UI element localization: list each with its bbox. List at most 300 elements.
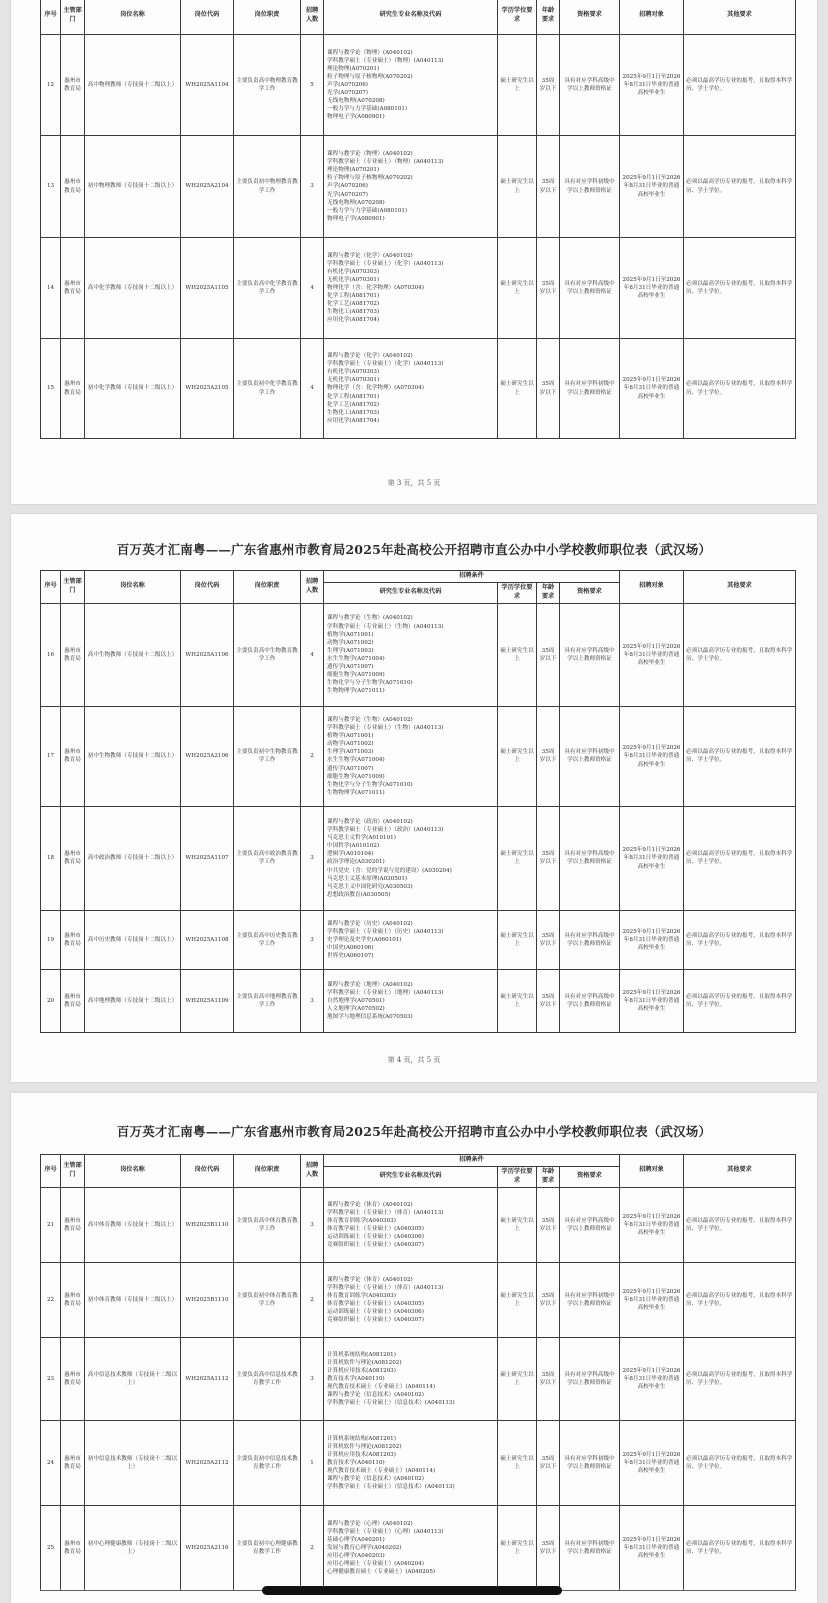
cell-age: 35周岁以下 — [537, 1337, 560, 1420]
cell-dept: 惠州市教育局 — [61, 603, 85, 706]
cell-position: 高中政治教师（专技岗十二级以上） — [85, 806, 181, 910]
header-conditions: 招聘条件 — [324, 1155, 620, 1167]
major-item: 一般力学与力学基础(A080101) — [327, 207, 408, 214]
header-other: 其他要求 — [684, 571, 796, 604]
cell-seq: 16 — [41, 603, 61, 706]
cell-position: 初中心理健康教师（专技岗十二级以上） — [85, 1505, 181, 1590]
cell-qual: 具有对应学科初级中学以上教师资格证 — [560, 339, 620, 439]
major-item: 学科教学硕士（专业硕士）（化学）(A040113) — [327, 260, 444, 267]
cell-majors — [324, 1420, 498, 1505]
cell-code: WH2025A2116 — [181, 1505, 234, 1590]
header-dept: 主管部门 — [61, 1155, 85, 1188]
header-code: 岗位代码 — [181, 1155, 234, 1188]
major-item: 课程与教学论（生物）(A040102) — [327, 615, 413, 622]
major-item: 计算机软件与理论(A081202) — [327, 1443, 402, 1450]
cell-seq: 14 — [41, 238, 61, 339]
cell-target: 2025年9月1日至2026年8月31日毕业的普通高校毕业生 — [620, 238, 684, 339]
table-row — [41, 1187, 796, 1262]
major-item: 理论物理(A070201) — [327, 65, 380, 72]
cell-seq: 24 — [41, 1420, 61, 1505]
major-item: 马克思主义基本原理(A030501) — [327, 875, 408, 882]
cell-age: 35周岁以下 — [537, 706, 560, 806]
cell-other: 必须以最高学历专业的报考，且取得本科学历、学士学位。 — [684, 136, 796, 238]
cell-other: 必须以最高学历专业的报考，且取得本科学历、学士学位。 — [684, 339, 796, 439]
header-age: 年龄要求 — [537, 1167, 560, 1188]
cell-count: 3 — [301, 1187, 324, 1262]
cell-target: 2025年9月1日至2026年8月31日毕业的普通高校毕业生 — [620, 35, 684, 136]
major-item: 课程与教学论（信息技术）(A040102) — [327, 1476, 424, 1483]
cell-degree: 硕士研究生以上 — [498, 1187, 537, 1262]
cell-other: 必须以最高学历专业的报考，且取得本科学历、学士学位。 — [684, 1505, 796, 1590]
header-conditions: 招聘条件 — [324, 571, 620, 583]
major-item: 政治学理论(A030201) — [327, 859, 385, 866]
cell-seq: 20 — [41, 969, 61, 1032]
cell-degree: 硕士研究生以上 — [498, 339, 537, 439]
major-item: 课程与教学论（政治）(A040102) — [327, 818, 413, 825]
major-item: 生物化工(A081703) — [327, 409, 380, 416]
cell-degree: 硕士研究生以上 — [498, 1420, 537, 1505]
major-item: 课程与教学论（化学）(A040102) — [327, 252, 413, 259]
cell-duty: 主要负责初中生物教育教学工作 — [234, 706, 301, 806]
cell-majors — [324, 35, 498, 136]
cell-position: 高中地理教师（专技岗十二级以上） — [85, 969, 181, 1032]
major-item: 计算机应用技术(A081203) — [327, 1367, 396, 1374]
major-item: 植物学(A071001) — [327, 733, 374, 740]
major-item: 无机化学(A070301) — [327, 377, 380, 384]
header-qual: 资格要求 — [560, 0, 620, 35]
major-item: 物理电子学(A080901) — [327, 114, 385, 121]
major-item: 应用心理学(A040203) — [327, 1553, 385, 1560]
cell-code: WH2025A1112 — [181, 1337, 234, 1420]
table-row — [41, 238, 796, 339]
cell-degree: 硕士研究生以上 — [498, 238, 537, 339]
page-footer: 第 3 页，共 5 页 — [387, 479, 441, 487]
major-item: 应用心理硕士（专业硕士）(A040204) — [327, 1561, 424, 1568]
header-qual: 资格要求 — [560, 1167, 620, 1188]
major-item: 学科教学硕士（专业硕士）（生物）(A040113) — [327, 725, 444, 732]
table-row — [41, 1337, 796, 1420]
cell-position: 初中化学教师（专技岗十二级以上） — [85, 339, 181, 439]
major-item: 无线电物理(A070208) — [327, 199, 385, 206]
major-item: 光学(A070207) — [327, 90, 368, 97]
cell-age: 35周岁以下 — [537, 969, 560, 1032]
major-item: 计算机软件与理论(A081202) — [327, 1359, 402, 1366]
cell-count: 5 — [301, 35, 324, 136]
major-item: 学科教学硕士（专业硕士）（物理）(A040113) — [327, 57, 444, 64]
cell-majors — [324, 706, 498, 806]
cell-other: 必须以最高学历专业的报考，且取得本科学历、学士学位。 — [684, 910, 796, 969]
major-item: 中共党史（含：党的学说与党的建设）(A030204) — [327, 867, 452, 874]
cell-duty: 主要负责初中体育教育教学工作 — [234, 1262, 301, 1337]
major-item: 生物物理学(A071011) — [327, 688, 385, 695]
cell-majors — [324, 1262, 498, 1337]
header-seq: 序号 — [41, 571, 61, 604]
positions-table — [40, 570, 796, 1033]
cell-other: 必须以最高学历专业的报考，且取得本科学历、学士学位。 — [684, 969, 796, 1032]
cell-position: 高中生物教师（专技岗十二级以上） — [85, 603, 181, 706]
cell-majors — [324, 1337, 498, 1420]
major-item: 化学工程(A081701) — [327, 393, 380, 400]
major-item: 体育教育训练学(A040303) — [327, 1217, 396, 1224]
major-item: 课程与教学论（心理）(A040102) — [327, 1520, 413, 1527]
major-item: 人文地理学(A070502) — [327, 1006, 385, 1013]
major-item: 化学工艺(A081702) — [327, 301, 380, 308]
cell-seq: 23 — [41, 1337, 61, 1420]
major-item: 细胞生物学(A071009) — [327, 672, 385, 679]
major-item: 逻辑学(A010104) — [327, 851, 374, 858]
major-item: 课程与教学论（体育）(A040102) — [327, 1276, 413, 1283]
cell-code: WH2025A2112 — [181, 1420, 234, 1505]
major-item: 课程与教学论（生物）(A040102) — [327, 716, 413, 723]
header-target: 招聘对象 — [620, 571, 684, 604]
cell-position: 高中体育教师（专技岗十二级以上） — [85, 1187, 181, 1262]
cell-majors — [324, 1505, 498, 1590]
cell-count: 2 — [301, 1505, 324, 1590]
cell-seq: 18 — [41, 806, 61, 910]
cell-position: 高中信息技术教师（专技岗十二级以上） — [85, 1337, 181, 1420]
cell-duty: 主要负责高中政治教育教学工作 — [234, 806, 301, 910]
major-item: 学科教学硕士（专业硕士）（历史）(A040113) — [327, 928, 444, 935]
header-seq: 序号 — [41, 0, 61, 35]
cell-count: 2 — [301, 706, 324, 806]
cell-code: WH2025A1109 — [181, 969, 234, 1032]
major-item: 生物化工(A081703) — [327, 309, 380, 316]
header-target: 招聘对象 — [620, 0, 684, 35]
cell-target: 2025年9月1日至2026年8月31日毕业的普通高校毕业生 — [620, 603, 684, 706]
major-item: 细胞生物学(A071009) — [327, 773, 385, 780]
cell-seq: 13 — [41, 136, 61, 238]
cell-target: 2025年9月1日至2026年8月31日毕业的普通高校毕业生 — [620, 1187, 684, 1262]
cell-target: 2025年9月1日至2026年8月31日毕业的普通高校毕业生 — [620, 136, 684, 238]
cell-code: WH2025A1107 — [181, 806, 234, 910]
cell-count: 3 — [301, 969, 324, 1032]
cell-seq: 22 — [41, 1262, 61, 1337]
header-duty: 岗位职责 — [234, 1155, 301, 1188]
header-count: 招聘人数 — [301, 0, 324, 35]
document-title: 百万英才汇南粤——广东省惠州市教育局2025年赴高校公开招聘市直公办中小学校教师职位表（武汉场） — [116, 542, 712, 557]
major-item: 马克思主义哲学(A010101) — [327, 835, 396, 842]
major-item: 中国哲学(A010102) — [327, 843, 380, 850]
cell-degree: 硕士研究生以上 — [498, 806, 537, 910]
cell-other: 必须以最高学历专业的报考，且取得本科学历、学士学位。 — [684, 1262, 796, 1337]
cell-duty: 主要负责高中化学教育教学工作 — [234, 238, 301, 339]
major-item: 计算机应用技术(A081203) — [327, 1451, 396, 1458]
major-item: 生理学(A071003) — [327, 749, 374, 756]
cell-duty: 主要负责高中生物教育教学工作 — [234, 603, 301, 706]
major-item: 粒子物理与原子核物理(A070202) — [327, 175, 413, 182]
cell-degree: 硕士研究生以上 — [498, 969, 537, 1032]
cell-qual: 具有对应学科高级中学以上教师资格证 — [560, 35, 620, 136]
cell-code: WH2025B1110 — [181, 1187, 234, 1262]
cell-degree: 硕士研究生以上 — [498, 910, 537, 969]
major-item: 粒子物理与原子核物理(A070202) — [327, 73, 413, 80]
cell-dept: 惠州市教育局 — [61, 969, 85, 1032]
header-other: 其他要求 — [684, 0, 796, 35]
cell-dept: 惠州市教育局 — [61, 1262, 85, 1337]
cell-majors — [324, 339, 498, 439]
major-item: 体育教育训练学(A040303) — [327, 1292, 396, 1299]
cell-other: 必须以最高学历专业的报考，且取得本科学历、学士学位。 — [684, 706, 796, 806]
cell-code: WH2025A1104 — [181, 35, 234, 136]
cell-qual: 具有对应学科高级中学以上教师资格证 — [560, 603, 620, 706]
cell-age: 35周岁以下 — [537, 603, 560, 706]
major-item: 史学理论及史学史(A060101) — [327, 936, 402, 943]
major-item: 体育教学硕士（专业硕士）(A040305) — [327, 1300, 424, 1307]
header-age: 年龄要求 — [537, 583, 560, 604]
header-code: 岗位代码 — [181, 571, 234, 604]
cell-other: 必须以最高学历专业的报考，且取得本科学历、学士学位。 — [684, 1420, 796, 1505]
major-item: 水生生物学(A071004) — [327, 655, 385, 662]
major-item: 应用化学(A081704) — [327, 317, 380, 324]
cell-position: 初中信息技术教师（专技岗十二级以上） — [85, 1420, 181, 1505]
major-item: 生物化学与分子生物学(A071010) — [327, 680, 413, 687]
cell-count: 3 — [301, 910, 324, 969]
major-item: 动物学(A071002) — [327, 639, 374, 646]
cell-dept: 惠州市教育局 — [61, 35, 85, 136]
cell-dept: 惠州市教育局 — [61, 1420, 85, 1505]
document-page-5 — [11, 1093, 817, 1603]
header-degree: 学历学位要求 — [498, 0, 537, 35]
major-item: 基础心理学(A040201) — [327, 1536, 385, 1543]
table-row — [41, 603, 796, 706]
cell-qual: 具有对应学科高级中学以上教师资格证 — [560, 910, 620, 969]
cell-count: 3 — [301, 136, 324, 238]
major-item: 运动训练硕士（专业硕士）(A040306) — [327, 1234, 424, 1241]
major-item: 发展与教育心理学(A040202) — [327, 1544, 402, 1551]
cell-target: 2025年9月1日至2026年8月31日毕业的普通高校毕业生 — [620, 1337, 684, 1420]
major-item: 学科教学硕士（专业硕士）（体育）(A040113) — [327, 1284, 444, 1291]
major-item: 现代教育技术硕士（专业硕士）(A040114) — [327, 1468, 436, 1475]
major-item: 物理化学（含：化学物理）(A070304) — [327, 284, 424, 291]
major-item: 声学(A070206) — [327, 183, 368, 190]
major-item: 光学(A070207) — [327, 191, 368, 198]
major-item: 竞赛组织硕士（专业硕士）(A040307) — [327, 1242, 424, 1249]
cell-position: 高中历史教师（专技岗十二级以上） — [85, 910, 181, 969]
table-header-row — [41, 1155, 796, 1167]
page-footer: 第 4 页，共 5 页 — [387, 1056, 441, 1064]
table-row — [41, 1420, 796, 1505]
header-code: 岗位代码 — [181, 0, 234, 35]
major-item: 化学工程(A081701) — [327, 293, 380, 300]
major-item: 物理电子学(A080901) — [327, 215, 385, 222]
cell-majors — [324, 136, 498, 238]
cell-qual: 具有对应学科初级中学以上教师资格证 — [560, 1420, 620, 1505]
cell-dept: 惠州市教育局 — [61, 1505, 85, 1590]
cell-majors — [324, 806, 498, 910]
cell-dept: 惠州市教育局 — [61, 339, 85, 439]
header-age: 年龄要求 — [537, 0, 560, 35]
cell-count: 1 — [301, 1420, 324, 1505]
cell-age: 35周岁以下 — [537, 910, 560, 969]
home-indicator[interactable] — [262, 1586, 562, 1595]
major-item: 化学工艺(A081702) — [327, 401, 380, 408]
cell-seq: 12 — [41, 35, 61, 136]
cell-duty: 主要负责高中物理教育教学工作 — [234, 35, 301, 136]
table-row — [41, 806, 796, 910]
cell-seq: 21 — [41, 1187, 61, 1262]
cell-count: 3 — [301, 806, 324, 910]
major-item: 学科教学硕士（专业硕士）（政治）(A040113) — [327, 827, 444, 834]
cell-degree: 硕士研究生以上 — [498, 1262, 537, 1337]
major-item: 生物物理学(A071011) — [327, 789, 385, 796]
cell-position: 初中物理教师（专技岗十二级以上） — [85, 136, 181, 238]
cell-degree: 硕士研究生以上 — [498, 1505, 537, 1590]
cell-target: 2025年9月1日至2026年8月31日毕业的普通高校毕业生 — [620, 706, 684, 806]
major-item: 课程与教学论（信息技术）(A040102) — [327, 1392, 424, 1399]
major-item: 中国史(A060106) — [327, 945, 374, 952]
cell-code: WH2025A2106 — [181, 706, 234, 806]
major-item: 课程与教学论（体育）(A040102) — [327, 1201, 413, 1208]
major-item: 学科教学硕士（专业硕士）（信息技术）(A040113) — [327, 1400, 455, 1407]
cell-code: WH2025A1108 — [181, 910, 234, 969]
cell-degree: 硕士研究生以上 — [498, 706, 537, 806]
major-item: 思想政治教育(A030505) — [327, 891, 391, 898]
cell-dept: 惠州市教育局 — [61, 806, 85, 910]
table-row — [41, 136, 796, 238]
major-item: 学科教学硕士（专业硕士）（信息技术）(A040113) — [327, 1484, 455, 1491]
cell-duty: 主要负责高中历史教育教学工作 — [234, 910, 301, 969]
cell-qual: 具有对应学科初级中学以上教师资格证 — [560, 1505, 620, 1590]
major-item: 学科教学硕士（专业硕士）（生物）(A040113) — [327, 623, 444, 630]
major-item: 有机化学(A070303) — [327, 268, 380, 275]
cell-target: 2025年9月1日至2026年8月31日毕业的普通高校毕业生 — [620, 1420, 684, 1505]
cell-qual: 具有对应学科高级中学以上教师资格证 — [560, 1187, 620, 1262]
cell-age: 35周岁以下 — [537, 136, 560, 238]
major-item: 应用化学(A081704) — [327, 417, 380, 424]
cell-code: WH2025B1110 — [181, 1262, 234, 1337]
major-item: 学科教学硕士（专业硕士）（体育）(A040113) — [327, 1209, 444, 1216]
cell-other: 必须以最高学历专业的报考，且取得本科学历、学士学位。 — [684, 603, 796, 706]
cell-code: WH2025A2105 — [181, 339, 234, 439]
major-item: 理论物理(A070201) — [327, 167, 380, 174]
cell-other: 必须以最高学历专业的报考，且取得本科学历、学士学位。 — [684, 806, 796, 910]
major-item: 世界史(A060107) — [327, 953, 374, 960]
major-item: 无机化学(A070301) — [327, 276, 380, 283]
major-item: 遗传学(A071007) — [327, 664, 374, 671]
header-position: 岗位名称 — [85, 0, 181, 35]
header-position: 岗位名称 — [85, 571, 181, 604]
cell-age: 35周岁以下 — [537, 806, 560, 910]
major-item: 计算机系统结构(A081201) — [327, 1435, 396, 1442]
cell-majors — [324, 238, 498, 339]
header-seq: 序号 — [41, 1155, 61, 1188]
header-majors: 研究生专业名称及代码 — [324, 0, 498, 35]
cell-target: 2025年9月1日至2026年8月31日毕业的普通高校毕业生 — [620, 1505, 684, 1590]
header-degree: 学历学位要求 — [498, 1167, 537, 1188]
cell-duty: 主要负责初中化学教育教学工作 — [234, 339, 301, 439]
cell-other: 必须以最高学历专业的报考，且取得本科学历、学士学位。 — [684, 238, 796, 339]
header-majors: 研究生专业名称及代码 — [324, 583, 498, 604]
cell-target: 2025年9月1日至2026年8月31日毕业的普通高校毕业生 — [620, 1262, 684, 1337]
cell-position: 高中化学教师（专技岗十二级以上） — [85, 238, 181, 339]
major-item: 体育教学硕士（专业硕士）(A040305) — [327, 1225, 424, 1232]
header-qual: 资格要求 — [560, 583, 620, 604]
header-count: 招聘人数 — [301, 571, 324, 604]
cell-dept: 惠州市教育局 — [61, 706, 85, 806]
cell-target: 2025年9月1日至2026年8月31日毕业的普通高校毕业生 — [620, 969, 684, 1032]
major-item: 水生生物学(A071004) — [327, 757, 385, 764]
cell-degree: 硕士研究生以上 — [498, 136, 537, 238]
cell-position: 初中体育教师（专技岗十二级以上） — [85, 1262, 181, 1337]
major-item: 有机化学(A070303) — [327, 369, 380, 376]
cell-degree: 硕士研究生以上 — [498, 35, 537, 136]
header-dept: 主管部门 — [61, 0, 85, 35]
cell-dept: 惠州市教育局 — [61, 1187, 85, 1262]
major-item: 学科教学硕士（专业硕士）（心理）(A040113) — [327, 1528, 444, 1535]
cell-count: 4 — [301, 603, 324, 706]
cell-seq: 25 — [41, 1505, 61, 1590]
major-item: 生理学(A071003) — [327, 647, 374, 654]
header-duty: 岗位职责 — [234, 0, 301, 35]
table-header-row — [41, 571, 796, 583]
cell-position: 高中物理教师（专技岗十二级以上） — [85, 35, 181, 136]
cell-code: WH2025A2104 — [181, 136, 234, 238]
header-degree: 学历学位要求 — [498, 583, 537, 604]
cell-majors — [324, 1187, 498, 1262]
cell-qual: 具有对应学科初级中学以上教师资格证 — [560, 706, 620, 806]
positions-table — [40, 0, 796, 439]
header-other: 其他要求 — [684, 1155, 796, 1188]
major-item: 学科教学硕士（专业硕士）（物理）(A040113) — [327, 159, 444, 166]
cell-qual: 具有对应学科初级中学以上教师资格证 — [560, 136, 620, 238]
cell-majors — [324, 969, 498, 1032]
document-page-4 — [11, 514, 817, 1082]
cell-other: 必须以最高学历专业的报考，且取得本科学历、学士学位。 — [684, 35, 796, 136]
header-target: 招聘对象 — [620, 1155, 684, 1188]
major-item: 学科教学硕士（专业硕士）（地理）(A040113) — [327, 989, 444, 996]
cell-duty: 主要负责高中体育教育教学工作 — [234, 1187, 301, 1262]
cell-age: 35周岁以下 — [537, 35, 560, 136]
major-item: 课程与教学论（地理）(A040102) — [327, 981, 413, 988]
cell-count: 4 — [301, 238, 324, 339]
header-count: 招聘人数 — [301, 1155, 324, 1188]
cell-degree: 硕士研究生以上 — [498, 1337, 537, 1420]
major-item: 运动训练硕士（专业硕士）(A040306) — [327, 1309, 424, 1316]
cell-qual: 具有对应学科高级中学以上教师资格证 — [560, 969, 620, 1032]
cell-qual: 具有对应学科初级中学以上教师资格证 — [560, 1262, 620, 1337]
cell-dept: 惠州市教育局 — [61, 238, 85, 339]
major-item: 马克思主义中国化研究(A030503) — [327, 883, 413, 890]
major-item: 课程与教学论（物理）(A040102) — [327, 151, 413, 157]
cell-dept: 惠州市教育局 — [61, 1337, 85, 1420]
cell-duty: 主要负责高中地理教育教学工作 — [234, 969, 301, 1032]
major-item: 学科教学硕士（专业硕士）（化学）(A040113) — [327, 361, 444, 368]
table-row — [41, 706, 796, 806]
major-item: 教育技术学(A040110) — [327, 1375, 385, 1382]
major-item: 生物化学与分子生物学(A071010) — [327, 781, 413, 788]
major-item: 动物学(A071002) — [327, 741, 374, 748]
cell-duty: 主要负责高中信息技术教育教学工作 — [234, 1337, 301, 1420]
cell-majors — [324, 603, 498, 706]
cell-qual: 具有对应学科高级中学以上教师资格证 — [560, 238, 620, 339]
major-item: 地图学与地理信息系统(A070503) — [327, 1014, 413, 1021]
cell-count: 4 — [301, 339, 324, 439]
cell-count: 3 — [301, 1337, 324, 1420]
major-item: 课程与教学论（物理）(A040102) — [327, 49, 413, 56]
table-row — [41, 339, 796, 439]
header-duty: 岗位职责 — [234, 571, 301, 604]
positions-table — [40, 1154, 796, 1591]
cell-majors — [324, 910, 498, 969]
cell-position: 初中生物教师（专技岗十二级以上） — [85, 706, 181, 806]
cell-dept: 惠州市教育局 — [61, 910, 85, 969]
major-item: 现代教育技术硕士（专业硕士）(A040114) — [327, 1384, 436, 1391]
cell-other: 必须以最高学历专业的报考，且取得本科学历、学士学位。 — [684, 1187, 796, 1262]
major-item: 课程与教学论（历史）(A040102) — [327, 920, 413, 927]
document-title: 百万英才汇南粤——广东省惠州市教育局2025年赴高校公开招聘市直公办中小学校教师职位表（武汉场） — [116, 1124, 712, 1139]
header-majors: 研究生专业名称及代码 — [324, 1167, 498, 1188]
cell-duty: 主要负责初中信息技术教育教学工作 — [234, 1420, 301, 1505]
